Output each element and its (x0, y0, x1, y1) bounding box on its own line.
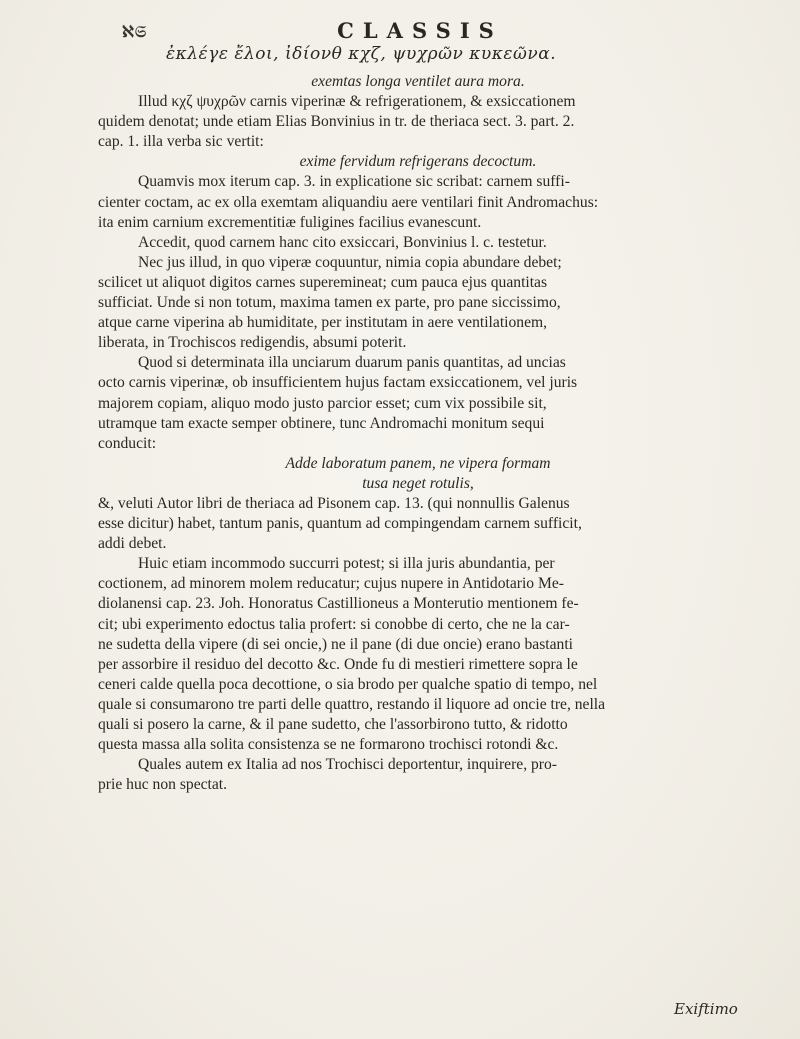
text-line: addi debet. (98, 535, 167, 553)
text-line: scilicet ut aliquot digitos carnes superemineat; cum pauca ejus quantitas (98, 273, 548, 291)
text-line: sufficiat. Unde si non totum, maxima tamen ex parte, pro pane siccissimo, (98, 294, 561, 312)
text-line: quale si consumarono tre parti delle quattro, restando il liquore ad oncie tre, nella (98, 695, 606, 713)
text-line: conducit: (98, 434, 157, 452)
catchword: Exiftimo (674, 1000, 738, 1018)
text-line: utramque tam exacte semper obtinere, tunc Andromachi monitum sequi (98, 414, 545, 432)
text-line: Quod si determinata illa unciarum duarum panis quantitas, ad uncias (138, 354, 566, 372)
text-line: &, veluti Autor libri de theriaca ad Pisonem cap. 13. (qui nonnullis Galenus (98, 494, 570, 512)
text-line: quali si posero la carne, & il pane sudetto, che l'assorbirono tutto, & ridotto (98, 716, 568, 733)
text-line: Adde laboratum panem, ne vipera formam (285, 454, 551, 472)
running-header: CLASSIS (337, 18, 503, 43)
text-line: tusa neget rotulis, (362, 474, 474, 492)
text-line: cienter coctam, ac ex olla exemtam aliquandiu aere ventilari finit Andromachus: (98, 193, 599, 211)
text-line: cap. 1. illa verba sic vertit: (98, 133, 264, 151)
body-text (98, 72, 738, 795)
text-line: coctionem, ad minorem molem reducatur; cujus nupere in Antidotario Me- (98, 575, 564, 593)
text-line: diolanensi cap. 23. Joh. Honoratus Castillioneus a Monterutio mentionem fe- (98, 595, 579, 613)
text-line: ita enim carnium excrementitiæ fuligines facilius evanescunt. (98, 213, 482, 231)
text-line: Illud κχζ ψυχρῶν carnis viperinæ & refrigerationem, & exsiccationem (138, 93, 576, 111)
text-line: questa massa alla solita consistenza se ne formarono trochisci rotondi &c. (98, 736, 559, 754)
text-line: Accedit, quod carnem hanc cito exsiccari, Bonvinius l. c. testetur. (138, 233, 547, 251)
text-line: Huic etiam incommodo succurri potest; si illa juris abundantia, per (138, 555, 555, 573)
text-line: octo carnis viperinæ, ob insufficientem hujus factam exsiccationem, vel juris (98, 374, 578, 392)
text-line: exemtas longa ventilet aura mora. (311, 73, 525, 90)
text-line: esse dicitur) habet, tantum panis, quantum ad compingendam carnem sufficit, (98, 515, 582, 533)
greek-verse: ἐκλέγε ἔλοι, ἰδίονθ κχζ, ψυχρῶν κυκεῶνα. (166, 44, 557, 64)
text-line: Quales autem ex Italia ad nos Trochisci deportentur, inquirere, pro- (138, 756, 557, 774)
text-line: prie huc non spectat. (98, 776, 228, 794)
text-line: ceneri calde quella poca decottione, o sia brodo per qualche spatio di tempo, nel (98, 675, 598, 693)
text-line: Nec jus illud, in quo viperæ coquuntur, nimia copia abundare debet; (138, 253, 562, 271)
text-line: exime fervidum refrigerans decoctum. (299, 153, 537, 171)
text-line: cit; ubi experimento edoctus talia profert: si conobbe di certo, che ne la car- (98, 615, 570, 633)
text-line: liberata, in Trochiscos redigendis, absumi poterit. (98, 334, 407, 352)
text-line: Quamvis mox iterum cap. 3. in explicatione sic scribat: carnem suffi- (138, 173, 570, 191)
text-line: ne sudetta della vipere (di sei oncie,) ne il pane (di due oncie) erano bastanti (98, 635, 573, 653)
page-ornament: ℵ𝔖 (122, 22, 148, 41)
text-line: atque carne viperina ab humiditate, per institutam in aere ventilationem, (98, 314, 548, 332)
text-line: quidem denotat; unde etiam Elias Bonvinius in tr. de theriaca sect. 3. part. 2. (98, 113, 575, 131)
text-line: per assorbire il residuo del decotto &c. Onde fu di mestieri rimettere sopra le (98, 655, 578, 673)
text-line: majorem copiam, aliquo modo justo parcior esset; cum vix possibile sit, (98, 394, 547, 412)
